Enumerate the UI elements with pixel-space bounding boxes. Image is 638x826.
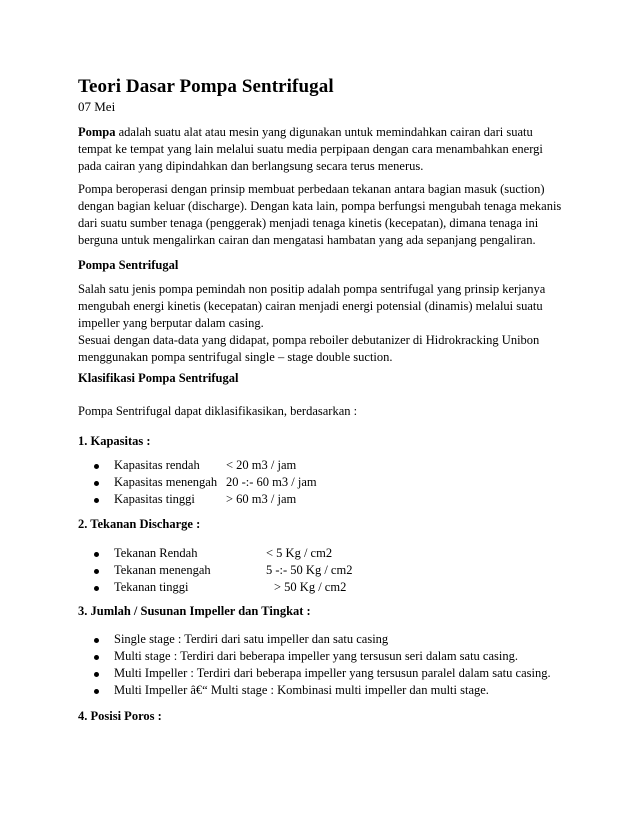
item-value: > 60 m3 / jam <box>226 492 297 506</box>
impeller-list <box>92 631 551 699</box>
paragraph-pompa-operation <box>78 181 568 249</box>
post-date: 07 Mei <box>78 99 116 114</box>
list-item: Multi Impeller â€“ Multi stage : Kombinasi multi impeller dan multi stage. <box>92 682 551 699</box>
heading-posisi-poros: 4. Posisi Poros : <box>78 709 162 723</box>
heading-klasifikasi: Klasifikasi Pompa Sentrifugal <box>78 371 239 385</box>
paragraph-line: pada cairan yang dipindahkan dan berlangsung secara terus menerus. <box>78 159 424 173</box>
paragraph-sentrifugal <box>78 281 568 366</box>
item-value: < 5 Kg / cm2 <box>266 546 333 560</box>
page-title: Teori Dasar Pompa Sentrifugal <box>78 76 334 97</box>
paragraph-line: Pompa beroperasi dengan prinsip membuat perbedaan tekanan antara bagian masuk (suction) <box>78 182 545 196</box>
heading-impeller: 3. Jumlah / Susunan Impeller dan Tingkat : <box>78 604 311 618</box>
paragraph-pompa-definition <box>78 124 568 175</box>
paragraph-line: Sesuai dengan data-data yang didapat, pompa reboiler debutanizer di Hidrokracking Unibon <box>78 333 540 347</box>
paragraph-line: Salah satu jenis pompa pemindah non positip adalah pompa sentrifugal yang prinsip kerjanya <box>78 282 546 296</box>
paragraph-line: mengubah energi kinetis (kecepatan) cairan menjadi energi potensial (dinamis) melalui suatu <box>78 299 543 313</box>
paragraph-line: Pompa Sentrifugal dapat diklasifikasikan, berdasarkan : <box>78 404 358 418</box>
paragraph-klasifikasi <box>78 403 568 420</box>
term-pompa: Pompa <box>78 125 116 139</box>
item-value: 5 -:- 50 Kg / cm2 <box>266 563 353 577</box>
paragraph-line: dengan bagian keluar (discharge). Dengan kata lain, pompa berfungsi mengubah tenaga mekanis <box>78 199 562 213</box>
paragraph-line: adalah suatu alat atau mesin yang digunakan untuk memindahkan cairan dari suatu <box>115 125 533 139</box>
item-value: > 50 Kg / cm2 <box>274 580 347 594</box>
paragraph-line: tempat ke tempat yang lain melalui suatu media perpipaan dengan cara menambahkan energi <box>78 142 543 156</box>
list-item <box>92 491 297 508</box>
item-label: Tekanan Rendah <box>114 546 198 560</box>
heading-pompa-sentrifugal: Pompa Sentrifugal <box>78 258 179 272</box>
item-label: Kapasitas rendah <box>114 458 200 472</box>
heading-tekanan: 2. Tekanan Discharge : <box>78 517 201 531</box>
paragraph-line: menggunakan pompa sentrifugal single – stage double suction. <box>78 350 393 364</box>
item-value: < 20 m3 / jam <box>226 458 297 472</box>
paragraph-line: impeller yang berputar dalam casing. <box>78 316 264 330</box>
item-value: 20 -:- 60 m3 / jam <box>226 475 317 489</box>
heading-kapasitas: 1. Kapasitas : <box>78 434 151 448</box>
list-item: Single stage : Terdiri dari satu impeller dan satu casing <box>92 631 551 648</box>
item-label: Tekanan tinggi <box>114 580 189 594</box>
paragraph-line: dari suatu sumber tenaga (penggerak) menjadi tenaga kinetis (kecepatan), dimana tenaga ini <box>78 216 539 230</box>
paragraph-line: berguna untuk mengalirkan cairan dan mengatasi hambatan yang ada sepanjang pengaliran. <box>78 233 536 247</box>
list-item <box>92 474 317 491</box>
list-item: Multi stage : Terdiri dari beberapa impeller yang tersusun seri dalam satu casing. <box>92 648 551 665</box>
list-item <box>92 562 353 579</box>
item-label: Kapasitas tinggi <box>114 492 195 506</box>
list-item <box>92 545 333 562</box>
kapasitas-list <box>92 457 317 508</box>
tekanan-list <box>92 545 353 596</box>
list-item: Multi Impeller : Terdiri dari beberapa impeller yang tersusun paralel dalam satu casing. <box>92 665 551 682</box>
item-label: Tekanan menengah <box>114 563 211 577</box>
list-item <box>92 579 347 596</box>
item-label: Kapasitas menengah <box>114 475 218 489</box>
list-item <box>92 457 297 474</box>
